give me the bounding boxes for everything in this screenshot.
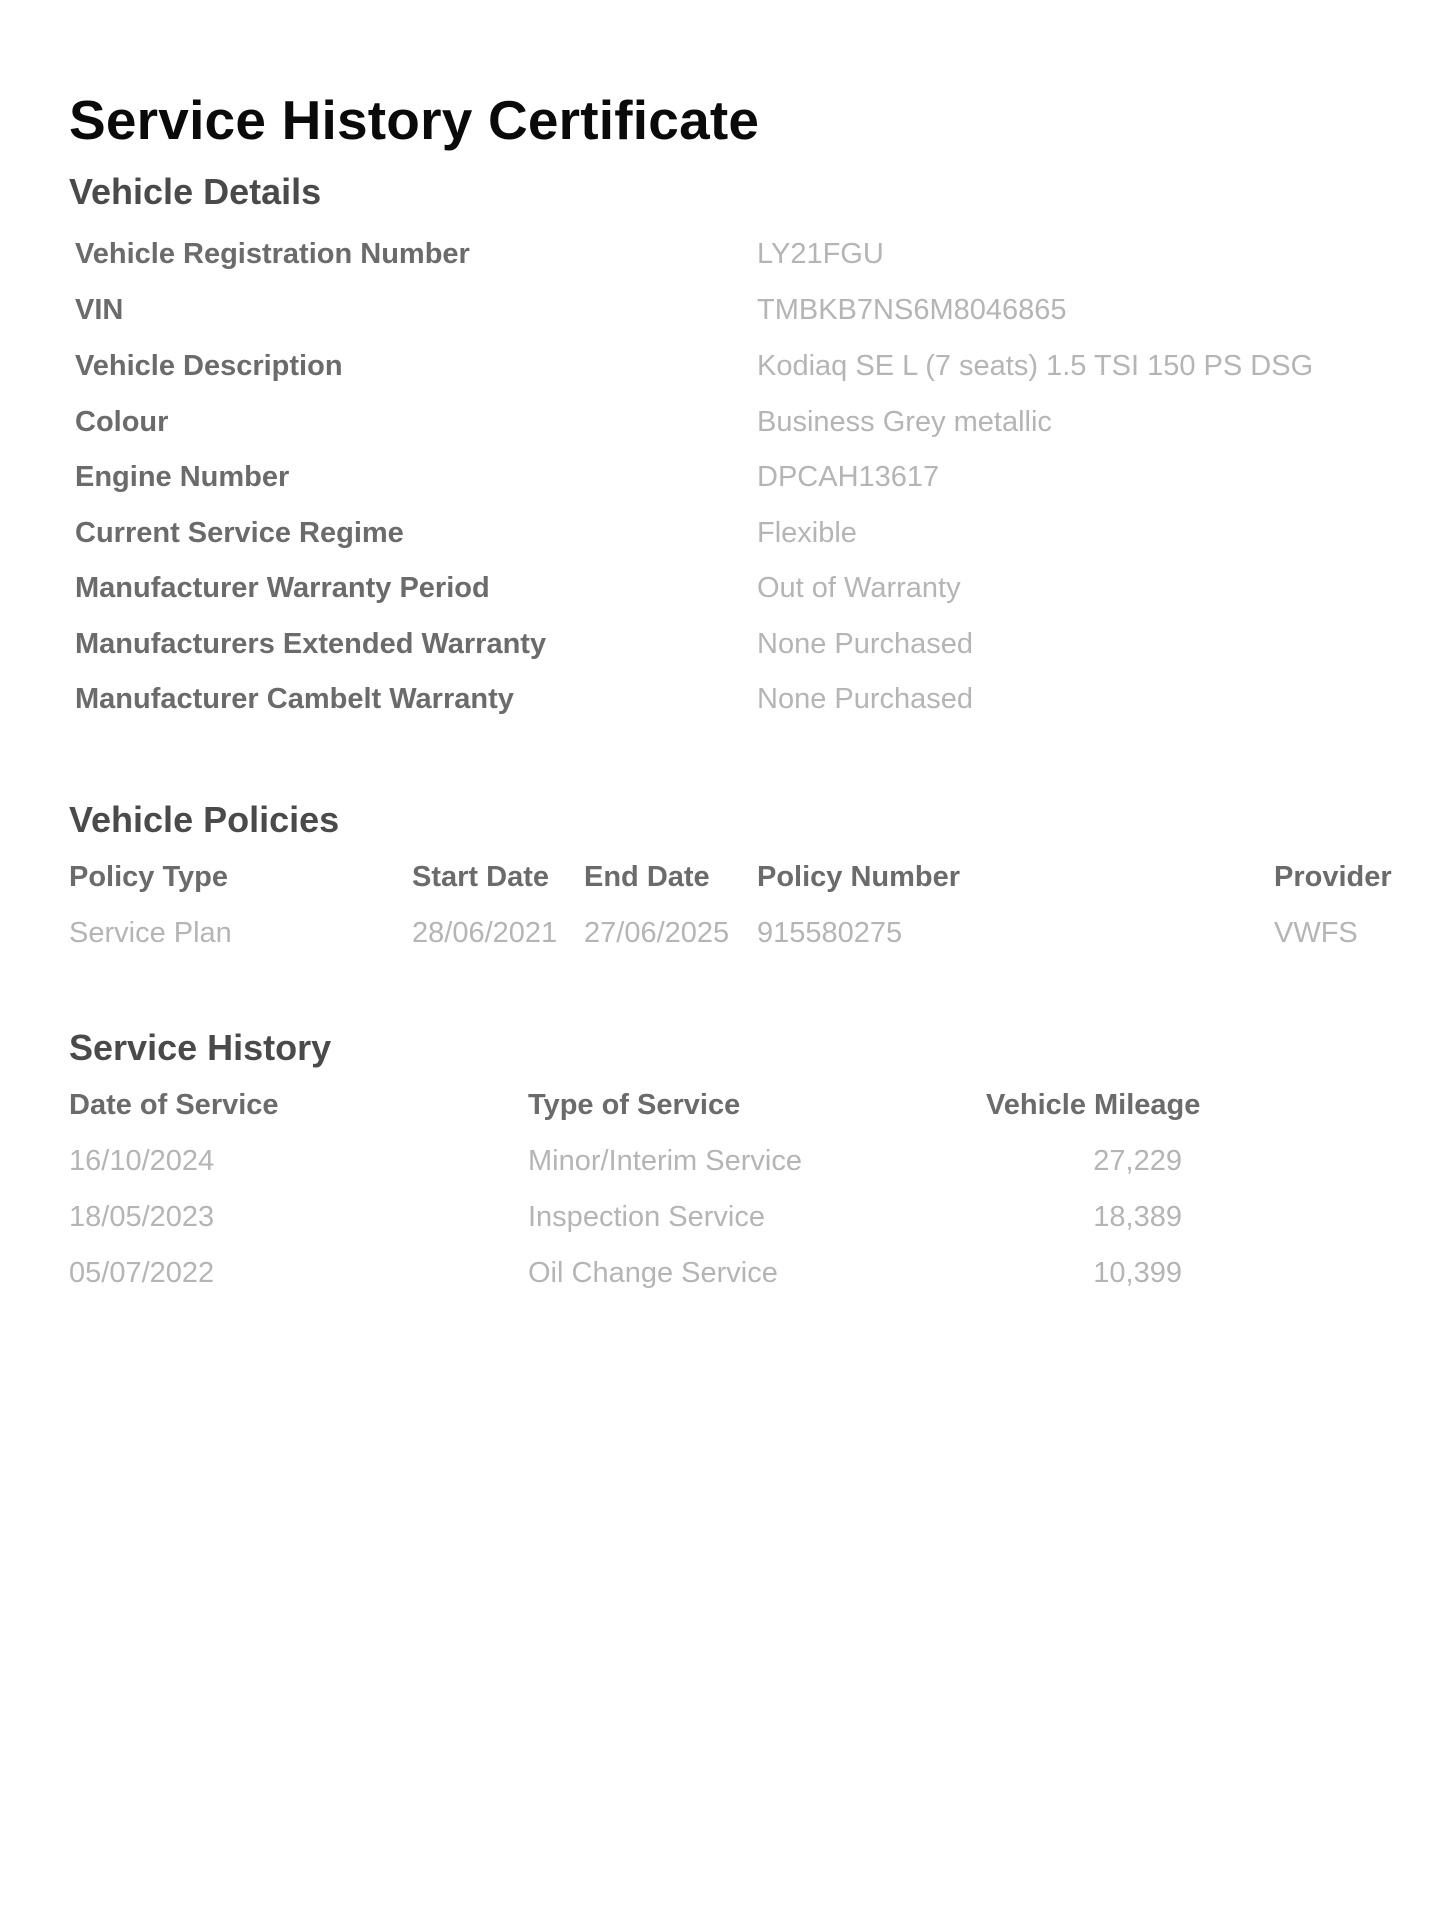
cell-mileage: 18,389 — [1093, 1201, 1182, 1233]
cell-type: Oil Change Service — [528, 1257, 778, 1289]
detail-label: Manufacturers Extended Warranty — [75, 628, 547, 660]
detail-value: Business Grey metallic — [757, 406, 1052, 438]
col-header-type-of-service: Type of Service — [528, 1089, 741, 1121]
detail-value: None Purchased — [757, 683, 974, 715]
col-header-policy-number: Policy Number — [757, 861, 961, 893]
cell-date: 05/07/2022 — [69, 1257, 215, 1289]
cell-date: 18/05/2023 — [69, 1201, 215, 1233]
cell-policy-number: 915580275 — [757, 917, 903, 949]
detail-value: Kodiaq SE L (7 seats) 1.5 TSI 150 PS DSG — [757, 350, 1314, 382]
cell-mileage: 10,399 — [1093, 1257, 1182, 1289]
detail-label: Manufacturer Warranty Period — [75, 572, 490, 604]
vehicle-policies-heading: Vehicle Policies — [69, 799, 340, 840]
col-header-policy-type: Policy Type — [69, 861, 229, 893]
detail-value: LY21FGU — [757, 238, 884, 270]
detail-label: VIN — [75, 294, 124, 326]
page-title: Service History Certificate — [69, 89, 760, 151]
detail-value: TMBKB7NS6M8046865 — [757, 294, 1067, 326]
detail-label: Manufacturer Cambelt Warranty — [75, 683, 514, 715]
detail-label: Current Service Regime — [75, 517, 404, 549]
detail-value: Flexible — [757, 517, 857, 549]
detail-value: Out of Warranty — [757, 572, 961, 604]
cell-date: 16/10/2024 — [69, 1145, 215, 1177]
detail-value: None Purchased — [757, 628, 974, 660]
detail-value: DPCAH13617 — [757, 461, 940, 493]
detail-label: Colour — [75, 406, 169, 438]
service-history-heading: Service History — [69, 1027, 332, 1068]
cell-start-date: 28/06/2021 — [412, 917, 558, 949]
col-header-vehicle-mileage: Vehicle Mileage — [986, 1089, 1201, 1121]
detail-label: Vehicle Registration Number — [75, 238, 470, 270]
detail-label: Vehicle Description — [75, 350, 343, 382]
col-header-end-date: End Date — [584, 861, 710, 893]
col-header-start-date: Start Date — [412, 861, 549, 893]
vehicle-details-heading: Vehicle Details — [69, 171, 322, 212]
cell-mileage: 27,229 — [1093, 1145, 1182, 1177]
cell-type: Inspection Service — [528, 1201, 765, 1233]
col-header-provider: Provider — [1274, 861, 1392, 893]
cell-policy-type: Service Plan — [69, 917, 232, 949]
cell-provider: VWFS — [1274, 917, 1358, 949]
detail-label: Engine Number — [75, 461, 290, 493]
cell-end-date: 27/06/2025 — [584, 917, 730, 949]
cell-type: Minor/Interim Service — [528, 1145, 802, 1177]
col-header-date-of-service: Date of Service — [69, 1089, 279, 1121]
